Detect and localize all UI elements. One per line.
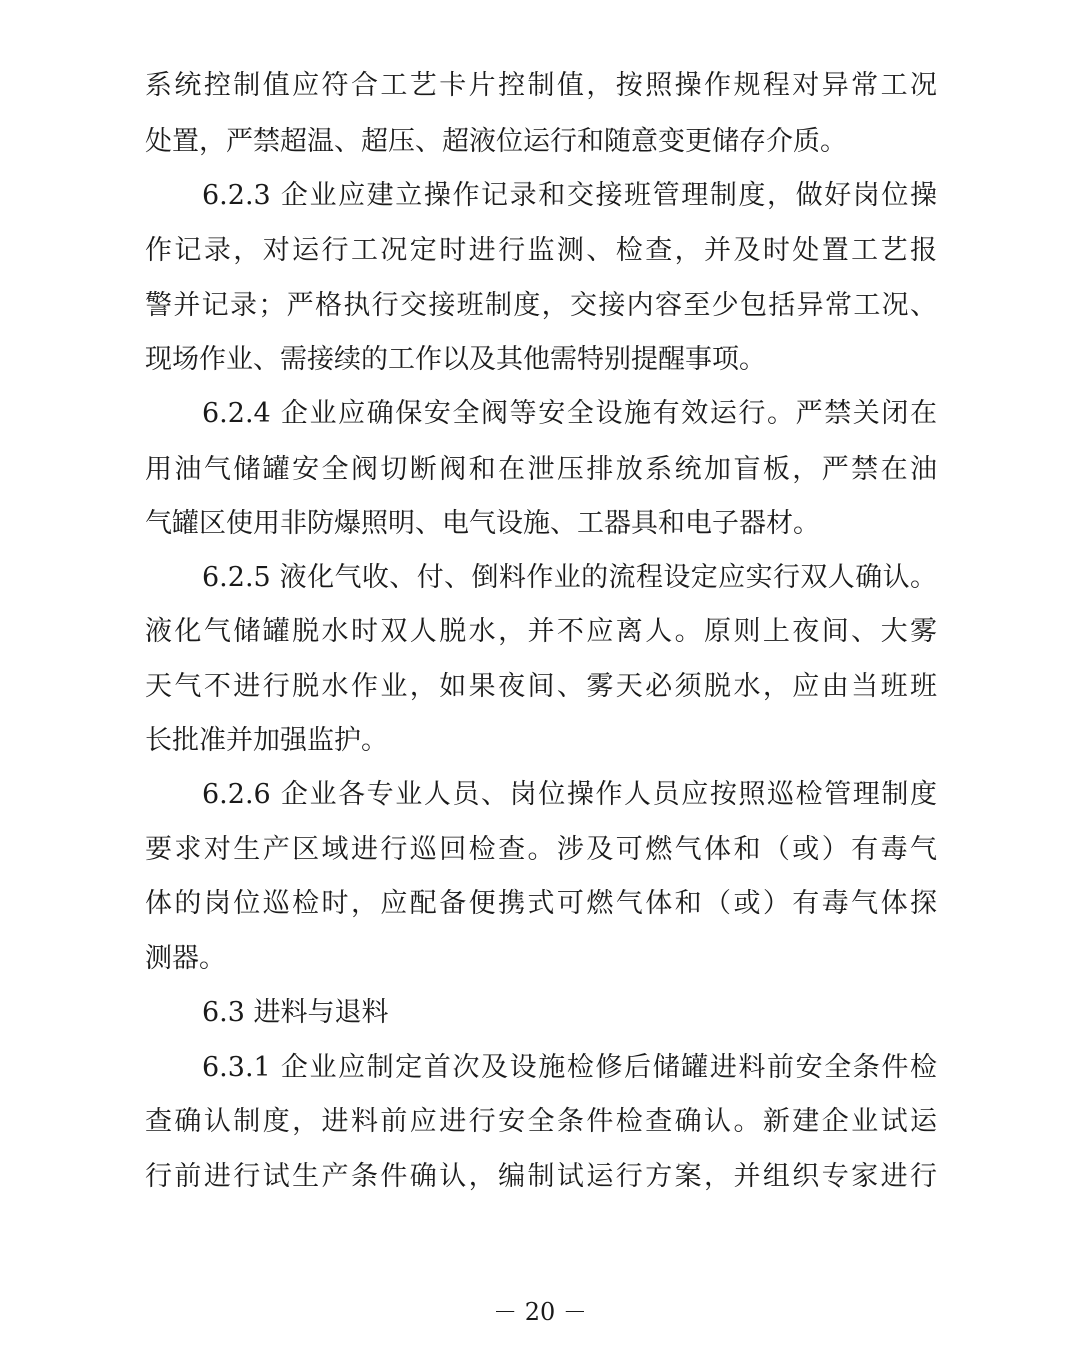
text-line: 气罐区使用非防爆照明、电气设施、工器具和电子器材。	[145, 508, 820, 539]
section-6-2-5-line: 6.2.5 液化气收、付、倒料作业的流程设定应实行双人确认。	[202, 562, 937, 593]
text-line: 警并记录；严格执行交接班制度，交接内容至少包括异常工况、	[145, 290, 937, 321]
text-line: 用油气储罐安全阀切断阀和在泄压排放系统加盲板，严禁在油	[145, 454, 937, 485]
text-line: 天气不进行脱水作业，如果夜间、雾天必须脱水，应由当班班	[145, 671, 937, 702]
page-number: － 20 －	[493, 1298, 587, 1326]
text-line: 长批准并加强监护。	[145, 725, 388, 756]
text-line: 体的岗位巡检时，应配备便携式可燃气体和（或）有毒气体探	[145, 888, 937, 919]
text-line: 系统控制值应符合工艺卡片控制值，按照操作规程对异常工况	[145, 70, 937, 101]
section-6-2-3-line: 6.2.3 企业应建立操作记录和交接班管理制度，做好岗位操	[202, 180, 937, 211]
section-6-2-6-line: 6.2.6 企业各专业人员、岗位操作人员应按照巡检管理制度	[202, 779, 937, 810]
text-line: 现场作业、需接续的工作以及其他需特别提醒事项。	[145, 344, 766, 375]
section-heading-6-3: 6.3 进料与退料	[202, 997, 389, 1028]
text-line: 液化气储罐脱水时双人脱水，并不应离人。原则上夜间、大雾	[145, 616, 937, 647]
text-line: 测器。	[145, 943, 226, 974]
section-6-2-4-line: 6.2.4 企业应确保安全阀等安全设施有效运行。严禁关闭在	[202, 398, 937, 429]
section-6-3-1-line: 6.3.1 企业应制定首次及设施检修后储罐进料前安全条件检	[202, 1052, 937, 1083]
text-line: 作记录，对运行工况定时进行监测、检查，并及时处置工艺报	[145, 235, 937, 266]
text-line: 行前进行试生产条件确认，编制试运行方案，并组织专家进行	[145, 1161, 937, 1192]
text-line: 处置，严禁超温、超压、超液位运行和随意变更储存介质。	[145, 126, 847, 157]
text-line: 查确认制度，进料前应进行安全条件检查确认。新建企业试运	[145, 1106, 937, 1137]
text-line: 要求对生产区域进行巡回检查。涉及可燃气体和（或）有毒气	[145, 834, 937, 865]
